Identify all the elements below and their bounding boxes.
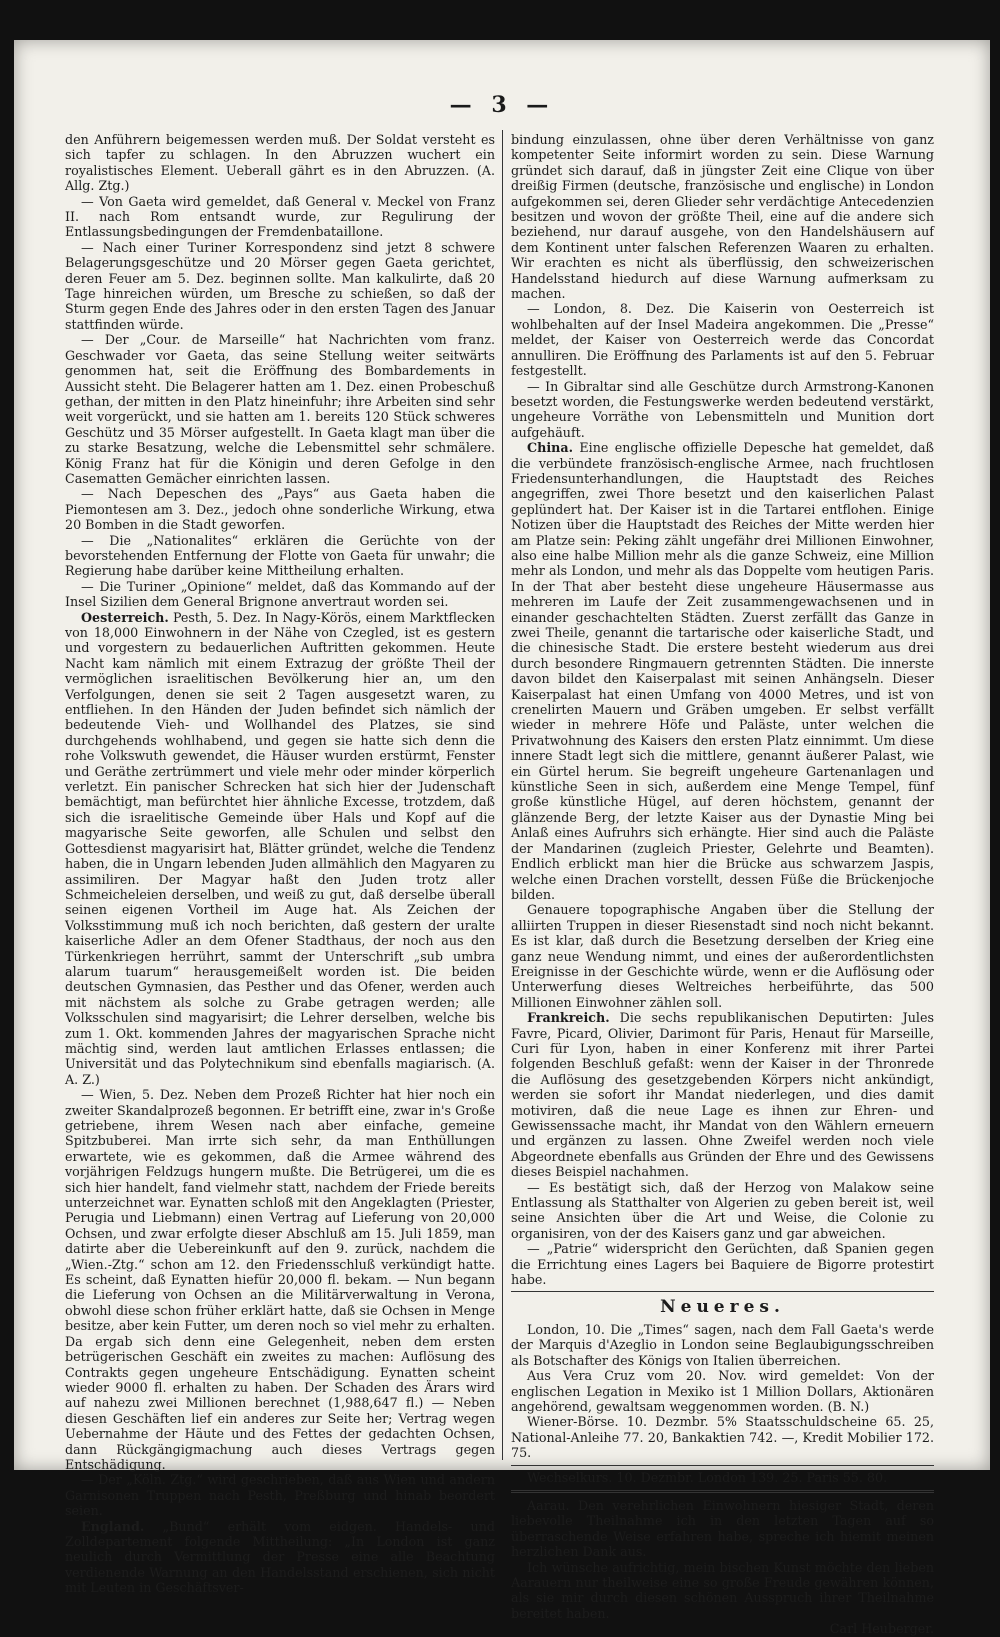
article-paragraph (511, 440, 934, 902)
article-text: — Die „Nationalites“ erklären die Gerüchte von der bevorstehenden Entfernung der Flotte von Gaeta für unwahr; die Regierung habe darüber keine Mittheilung erhalten. (65, 532, 495, 579)
boerse-line: Wiener-Börse. 10. Dezmbr. 5% Staatsschuldscheine 65. 25, National-Anleihe 77. 20, Bankaktien 742. —, Kredit Mobilier 172. 75. (511, 1414, 934, 1461)
section-heading: England. (81, 1518, 145, 1534)
notice-signature: Carl Heuberger. (829, 1621, 934, 1637)
article-paragraph (511, 301, 934, 378)
article-text: — Nach Depeschen des „Pays“ aus Gaeta haben die Piemontesen am 3. Dez., jedoch ohne sonderliche Wirkung, etwa 20 Bomben in die Stadt geworfen. (65, 486, 495, 533)
article-text: — In Gibraltar sind alle Geschütze durch Armstrong-Kanonen besetzt worden, die Festungswerke werden bedeutend verstärkt, ungeheure Vorräthe von Lebensmitteln und Munition dort aufgehäuft. (511, 378, 934, 440)
article-paragraph (65, 1519, 495, 1596)
notice-paragraph: Aarau. Den verehrlichen Einwohnern hiesiger Stadt, deren liebevolle Theilnahme ich in den letzten Tagen auf so überraschende Weise erfahren habe, spreche ich hiemit meinen herzlichen Dank aus. (511, 1497, 934, 1560)
article-paragraph (511, 1010, 934, 1179)
notice-divider (511, 1490, 934, 1493)
article-paragraph (511, 379, 934, 441)
neueres-title: Neueres. (660, 1297, 785, 1318)
article-text: — Wien, 5. Dez. Neben dem Prozeß Richter hat hier noch ein zweiter Skandalprozeß begonnen. Er betrifft eine, zwar in's Große getriebene, ihrem Wesen nach aber einfache, gemeine Spitzbuberei. Man irrte sich sehr, da man Enthüllungen erwartete, wie es gekommen, daß die Armee während des vorjährigen Feldzugs hungern mußte. Die Betrügerei, um die es sich hier handelt, fand vielmehr statt, nachdem der Friede bereits unterzeichnet war. Eynatten schloß mit den Angeklagten (Priester, Perugia und Liebmann) einen Vertrag auf Lieferung von 20,000 Ochsen, und zwar erfolgte dieser Abschluß am 15. Juli 1859, man datirte aber die Uebereinkunft auf den 9. zurück, nachdem die „Wien.-Ztg.“ schon am 12. den Friedensschluß verkündigt hatte. Es scheint, daß Eynatten hiefür 20,000 fl. bekam. — Nun begann die Lieferung von Ochsen an die Militärverwaltung in Verona, obwohl diese schon früher erklärt hatte, daß sie Ochsen in Menge besitze, aber kein Futter, um deren noch so viel mehr zu erhalten. Da ergab sich denn eine Gelegenheit, neben dem ersten betrügerischen Geschäft ein zweites zu machen: Auflösung des Contrakts gegen ungeheure Entschädigung. Eynatten scheint wieder 9000 fl. erhalten zu haben. Der Schaden des Ärars wird auf nahezu zwei Millionen berechnet (1,988,647 fl.) — Neben diesen Geschäften lief ein anderes zur Seite her; Vertrag wegen Uebernahme der Häute und des Fettes der gedachten Ochsen, dann Rückgängigmachung auch dieses Vertrags gegen Entschädigung. (65, 1087, 495, 1472)
article-text: Die sechs republikanischen Deputirten: Jules Favre, Picard, Olivier, Darimont für Paris, Henaut für Marseille, Curi für Lyon, haben in einer Konferenz mit ihrer Partei folgenden Beschluß gefaßt: wenn der Kaiser in der Thronrede die Auflösung des gesetzgebenden Körpers nicht ankündigt, werden sie sofort ihr Mandat niederlegen, und dies damit motiviren, daß die neue Lage es ihnen zur Ehren- und Gewissenssache macht, ihr Mandat von den Wählern erneuern und ergänzen zu lassen. Ohne Zweifel werden noch viele Abgeordnete ebenfalls aus Gründen der Ehre und des Gewissens dieses Beispiel nachahmen. (511, 1010, 934, 1180)
article-paragraph (65, 579, 495, 610)
article-text: — Es bestätigt sich, daß der Herzog von Malakow seine Entlassung als Statthalter von Algerien zu geben bereit ist, weil seine Ansichten über die Art und Weise, die Colonie zu organisiren, von der des Kaisers ganz und gar abweichen. (511, 1179, 934, 1241)
article-paragraph (65, 240, 495, 332)
page-number: — 3 — (449, 92, 555, 118)
right-column (511, 132, 934, 1637)
article-paragraph (65, 132, 495, 194)
article-text: Eine englische offizielle Depesche hat gemeldet, daß die verbündete französisch-englische Armee, nach fruchtlosen Friedensunterhandlungen, die Hauptstadt des Reiches angegriffen, zwei Thore besetzt und den kaiserlichen Palast geplündert hat. Der Kaiser ist in die Tartarei entflohen. Einige Notizen über die Hauptstadt des Reiches der Mitte werden hier am Platze sein: Peking zählt ungefähr drei Millionen Einwohner, also eine halbe Million mehr als die ganze Schweiz, eine Million mehr als London, und mehr als das Doppelte vom heutigen Paris. In der That aber besteht diese ungeheure Häusermasse aus mehreren im Laufe der Zeit zusammengewachsenen und in einander geschachtelten Städten. Zuerst zerfällt das Ganze in zwei Theile, genannt die tartarische oder kaiserliche Stadt, und die chinesische Stadt. Die erstere besteht wiederum aus drei durch besondere Ringmauern getrennten Städten. Die innerste davon bildet den Kaiserpalast mit seinen Anhängseln. Dieser Kaiserpalast hat einen Umfang von 4000 Metres, und ist von crenelirten Mauern und Gräben umgeben. Er selbst verfällt wieder in mehrere Höfe und Paläste, unter welchen die Privatwohnung des Kaisers den ersten Platz einnimmt. Um diese innere Stadt legt sich die mittlere, genannt äußerer Palast, wie ein Gürtel herum. Sie begreift ungeheure Gartenanlagen und künstliche Seen in sich, außerdem eine Menge Tempel, fünf große künstliche Hügel, auf deren höchstem, genannt der glänzende Berg, der letzte Kaiser aus der Dynastie Ming bei Anlaß eines Aufruhrs sich erhängte. Hier sind auch die Paläste der Mandarinen (zugleich Priester, Gelehrte und Beamten). Endlich erblickt man hier die Brücke aus schwarzem Jaspis, welche einen Drachen vorstellt, dessen Füße die Brückenjoche bilden. (511, 440, 934, 902)
article-paragraph (65, 486, 495, 532)
article-text: — London, 8. Dez. Die Kaiserin von Oesterreich ist wohlbehalten auf der Insel Madeira angekommen. Die „Presse“ meldet, der Kaiser von Oesterreich werde das Concordat annulliren. Die Eröffnung des Parlaments ist auf den 5. Februar festgestellt. (511, 301, 934, 379)
article-paragraph (511, 132, 934, 301)
article-paragraph (65, 1472, 495, 1518)
section-heading: China. (527, 440, 574, 456)
article-text: — „Patrie“ widerspricht den Gerüchten, daß Spanien gegen die Errichtung eines Lagers bei Baquiere de Bigorre protestirt habe. (511, 1241, 934, 1288)
article-text: „Bund“ erhält vom eidgen. Handels- und Zolldepartement folgende Mittheilung: „In London ist ganz neulich durch Vermittlung der Presse eine alle Beachtung verdienende Warnung an den Handelsstand erschienen, sich nicht mit Leuten in Geschäftsver- (65, 1518, 495, 1596)
article-paragraph (65, 194, 495, 240)
wechselkurs-line: Wechselkurs. 10. Dezmbr. London 139. 25. Paris 55. 80. (527, 1469, 888, 1485)
article-paragraph (65, 1087, 495, 1472)
article-text: Pesth, 5. Dez. In Nagy-Körös, einem Marktflecken von 18,000 Einwohnern in der Nähe von Czegled, ist es gestern und vorgestern zu bedauerlichen Auftritten gekommen. Heute Nacht kam nämlich mit einem Extrazug der größte Theil der vermöglichen israelitischen Bevölkerung hier an, um den Verfolgungen, denen sie seit 2 Tagen ausgesetzt waren, zu entfliehen. In den Händen der Juden befindet sich nämlich der bedeutende Vieh- und Wollhandel des Platzes, sie sind durchgehends wohlhabend, und gegen sie hatte sich denn die rohe Volkswuth gewendet, die Häuser wurden erstürmt, Fenster und Geräthe zertrümmert und viele mehr oder minder körperlich verletzt. Ein panischer Schrecken hat sich hier der Judenschaft bemächtigt, man befürchtet hier ähnliche Excesse, trotzdem, daß sich die israelitische Gemeinde über Hals und Kopf auf die magyarische Seite geworfen, alle Schulen und selbst den Gottesdienst magyarisirt hat, Blätter gründet, welche die Tendenz haben, die in Ungarn lebenden Juden allmählich den Magyaren zu assimiliren. Der Magyar haßt den Juden trotz aller Schmeicheleien derselben, und weiß zu gut, daß derselbe überall seinen eigenen Vortheil im Auge hat. Als Zeichen der Volksstimmung muß ich noch berichten, daß gestern der uralte kaiserliche Adler an dem Ofener Stadthaus, der noch aus den Türkenkriegen herrührt, sammt der Unterschrift „sub umbra alarum tuarum“ herausgemeißelt worden ist. Die beiden deutschen Gymnasien, das Pesther und das Ofener, werden auch mit nächstem als solche zu Grabe getragen werden; alle Volksschulen sind magyarisirt; die Lehrer derselben, welche bis zum 1. Okt. kommenden Jahres der magyarischen Sprache nicht mächtig sind, werden laut amtlichen Erlasses entlassen; die Universität und das Polytechnikum sind ebenfalls magiarisch. (A. A. Z.) (65, 609, 495, 1087)
article-text: — Der „Cour. de Marseille“ hat Nachrichten vom franz. Geschwader vor Gaeta, das seine Stellung weiter seitwärts genommen hat, seit die Eröffnung des Bombardements in Aussicht steht. Die Belagerer hatten am 1. Dez. einen Probeschuß gethan, der mitten in den Platz hineinfuhr; ihre Arbeiten sind sehr weit vorgerückt, und sie hatten am 1. bereits 120 Stück schweres Geschütz und 35 Mörser aufgestellt. In Gaeta klagt man über die zu starke Besatzung, welche die Lebensmittel sehr schmälere. König Franz hat für die Königin und deren Gefolge in den Casematten Gemächer einrichten lassen. (65, 332, 495, 486)
section-heading: Oesterreich. (81, 609, 169, 625)
article-paragraph (511, 902, 934, 1010)
article-paragraph (511, 1241, 934, 1287)
section-divider (511, 1291, 934, 1292)
article-paragraph (65, 332, 495, 486)
notice-paragraph: Ich wünsche aufrichtig, mein bischen Kunst möchte den lieben Aarauern nur theilweise eine so große Freude gewähren können, als sie mir durch diesen schönen Ausspruch ihrer Theilnahme bereitet haben. (511, 1559, 934, 1621)
boerse-divider (511, 1465, 934, 1466)
article-text: Genauere topographische Angaben über die Stellung der alliirten Truppen in dieser Riesenstadt sind noch nicht bekannt. Es ist klar, daß durch die Besetzung derselben der Krieg eine ganz neue Wendung nimmt, und eines der außerordentlichsten Ereignisse in der Geschichte würde, wenn er die Auflösung oder Unterwerfung dieses Weltreiches herbeiführte, das 500 Millionen Einwohner zählen soll. (511, 902, 934, 1010)
article-text: den Anführern beigemessen werden muß. Der Soldat versteht es sich tapfer zu schlagen. In den Abruzzen wuchert ein royalistisches Element. Ueberall gährt es in den Abruzzen. (A. Allg. Ztg.) (65, 132, 495, 194)
article-text: bindung einzulassen, ohne über deren Verhältnisse von ganz kompetenter Seite informirt worden zu sein. Diese Warnung gründet sich darauf, daß in jüngster Zeit eine Clique von über dreißig Firmen (deutsche, französische und englische) in London aufgekommen sei, deren Glieder sehr verdächtige Antecedenzien besitzen und wovon der größte Theil, eine auf die andere sich beziehend, nur darauf ausgehe, von den Handelshäusern auf dem Kontinent unter falschen Referenzen Waaren zu erhalten. Wir erachten es nicht als überflüssig, den schweizerischen Handelsstand hiedurch auf diese Warnung aufmerksam zu machen. (511, 132, 934, 302)
newspaper-page (14, 40, 990, 1637)
article-text: — Die Turiner „Opinione“ meldet, daß das Kommando auf der Insel Sizilien dem General Brignone anvertraut worden sei. (65, 578, 495, 610)
article-text: — Der „Köln. Ztg.“ wird geschrieben, daß aus Wien und andern Garnisonen Truppen nach Pesth, Preßburg und hinab beordert seien. (65, 1472, 495, 1519)
article-paragraph (65, 610, 495, 1088)
right-articles (511, 132, 934, 1287)
neueres-paragraph: London, 10. Die „Times“ sagen, nach dem Fall Gaeta's werde der Marquis d'Azeglio in London seine Beglaubigungsschreiben als Botschafter des Königs von Italien überreichen. (511, 1321, 934, 1368)
article-paragraph (511, 1180, 934, 1242)
article-text: — Von Gaeta wird gemeldet, daß General v. Meckel von Franz II. nach Rom entsandt wurde, zur Regulirung der Entlassungsbedingungen der Fremdenbataillone. (65, 193, 495, 240)
article-paragraph (65, 533, 495, 579)
article-text: — Nach einer Turiner Korrespondenz sind jetzt 8 schwere Belagerungsgeschütze und 20 Mörser gegen Gaeta gerichtet, deren Feuer am 5. Dez. beginnen sollte. Man kalkulirte, daß 20 Tage hinreichen würden, um Bresche zu schießen, so daß der Sturm gegen Ende des Jahres oder in den ersten Tagen des Januar stattfinden würde. (65, 239, 495, 332)
left-column (65, 132, 495, 1596)
section-heading: Frankreich. (527, 1010, 610, 1026)
neueres-paragraph: Aus Vera Cruz vom 20. Nov. wird gemeldet: Von der englischen Legation in Mexiko ist 1 Million Dollars, Aktionären angehörend, gewaltsam weggenommen worden. (B. N.) (511, 1368, 934, 1414)
column-rule (502, 130, 503, 1460)
